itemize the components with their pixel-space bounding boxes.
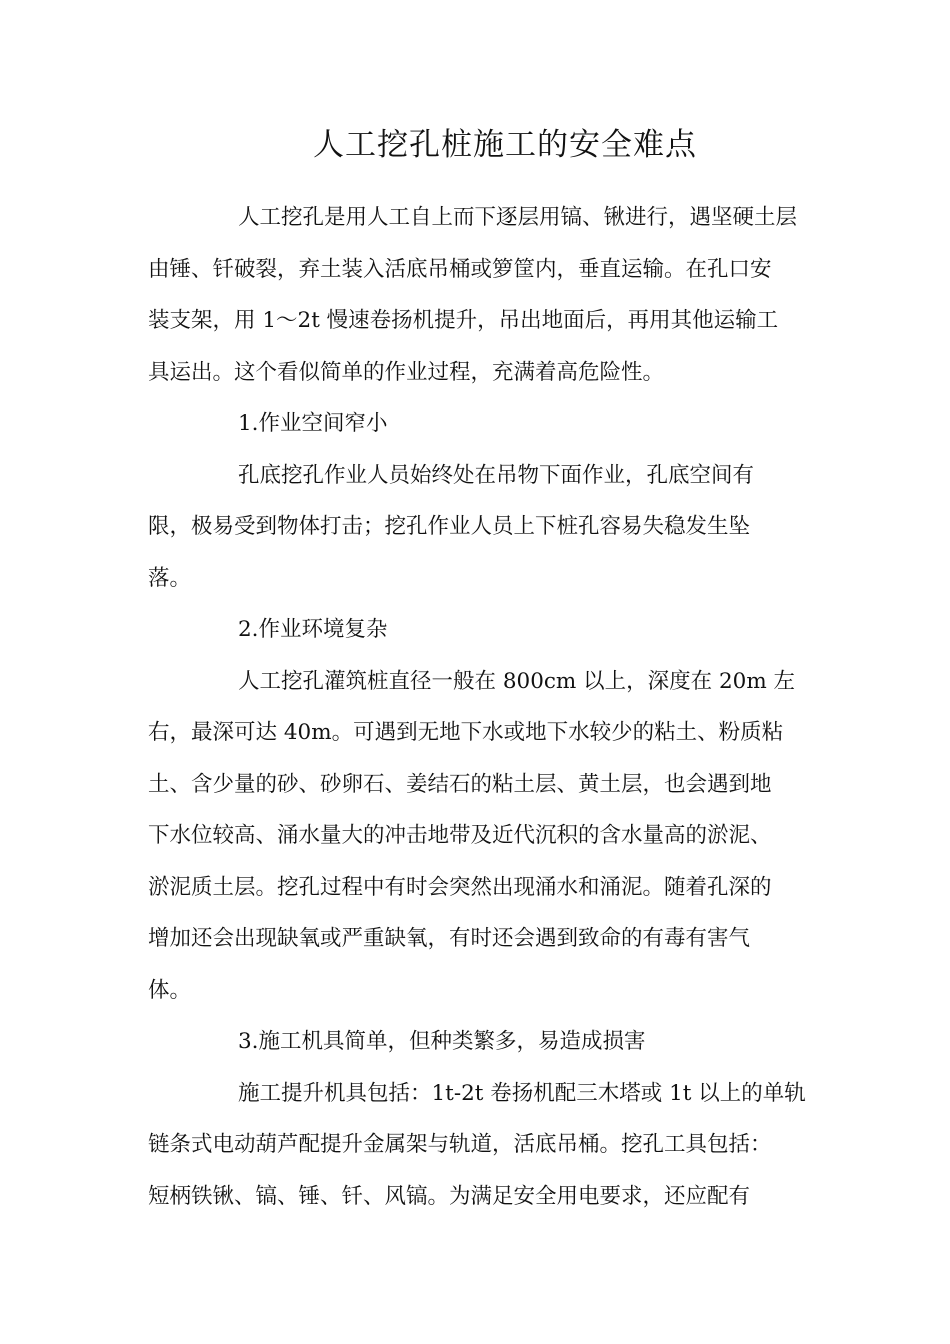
section-heading-text: 2.作业环境复杂	[238, 617, 388, 642]
paragraph-line: 体。	[148, 977, 192, 1003]
paragraph-space	[148, 450, 808, 605]
paragraph-line: 下水位较高、涌水量大的冲击地带及近代沉积的含水量高的淤泥、	[148, 823, 772, 848]
document-body	[148, 192, 808, 1222]
section-heading-3	[148, 1016, 808, 1068]
paragraph-line: 孔底挖孔作业人员始终处在吊物下面作业，孔底空间有	[238, 462, 755, 488]
document-title: 人工挖孔桩施工的安全难点	[313, 127, 697, 163]
section-heading-text: 3.施工机具简单，但种类繁多，易造成损害	[238, 1029, 646, 1054]
paragraph-line: 短柄铁锹、镐、锤、钎、风镐。为满足安全用电要求，还应配有	[148, 1183, 751, 1209]
paragraph-line: 人工挖孔是用人工自上而下逐层用镐、锹进行，遇坚硬土层	[238, 205, 798, 230]
paragraph-line: 装支架，用 1～2t 慢速卷扬机提升，吊出地面后，再用其他运输工	[148, 308, 779, 333]
paragraph-line: 增加还会出现缺氧或严重缺氧，有时还会遇到致命的有毒有害气	[148, 926, 751, 951]
paragraph-line: 由锤、钎破裂，弃土装入活底吊桶或箩筐内，垂直运输。在孔口安	[148, 256, 772, 282]
paragraph-equipment	[148, 1068, 808, 1223]
paragraph-line: 具运出。这个看似简单的作业过程，充满着高危险性。	[148, 359, 665, 385]
paragraph-environment	[148, 656, 808, 1017]
paragraph-line: 限，极易受到物体打击；挖孔作业人员上下桩孔容易失稳发生坠	[148, 514, 751, 539]
section-heading-text: 1.作业空间窄小	[238, 411, 388, 436]
paragraph-line: 右，最深可达 40m。可遇到无地下水或地下水较少的粘土、粉质粘	[148, 720, 784, 745]
paragraph-line: 土、含少量的砂、砂卵石、姜结石的粘土层、黄土层，也会遇到地	[148, 771, 772, 797]
section-heading-1	[148, 398, 808, 450]
paragraph-line: 链条式电动葫芦配提升金属架与轨道，活底吊桶。挖孔工具包括：	[148, 1132, 772, 1157]
paragraph-line: 施工提升机具包括：1t-2t 卷扬机配三木塔或 1t 以上的单轨	[238, 1080, 806, 1106]
paragraph-line: 人工挖孔灌筑桩直径一般在 800cm 以上，深度在 20m 左	[238, 668, 796, 694]
paragraph-line: 落。	[148, 565, 192, 591]
paragraph-intro	[148, 192, 808, 398]
section-heading-2	[148, 604, 808, 656]
paragraph-line: 淤泥质土层。挖孔过程中有时会突然出现涌水和涌泥。随着孔深的	[148, 874, 772, 900]
